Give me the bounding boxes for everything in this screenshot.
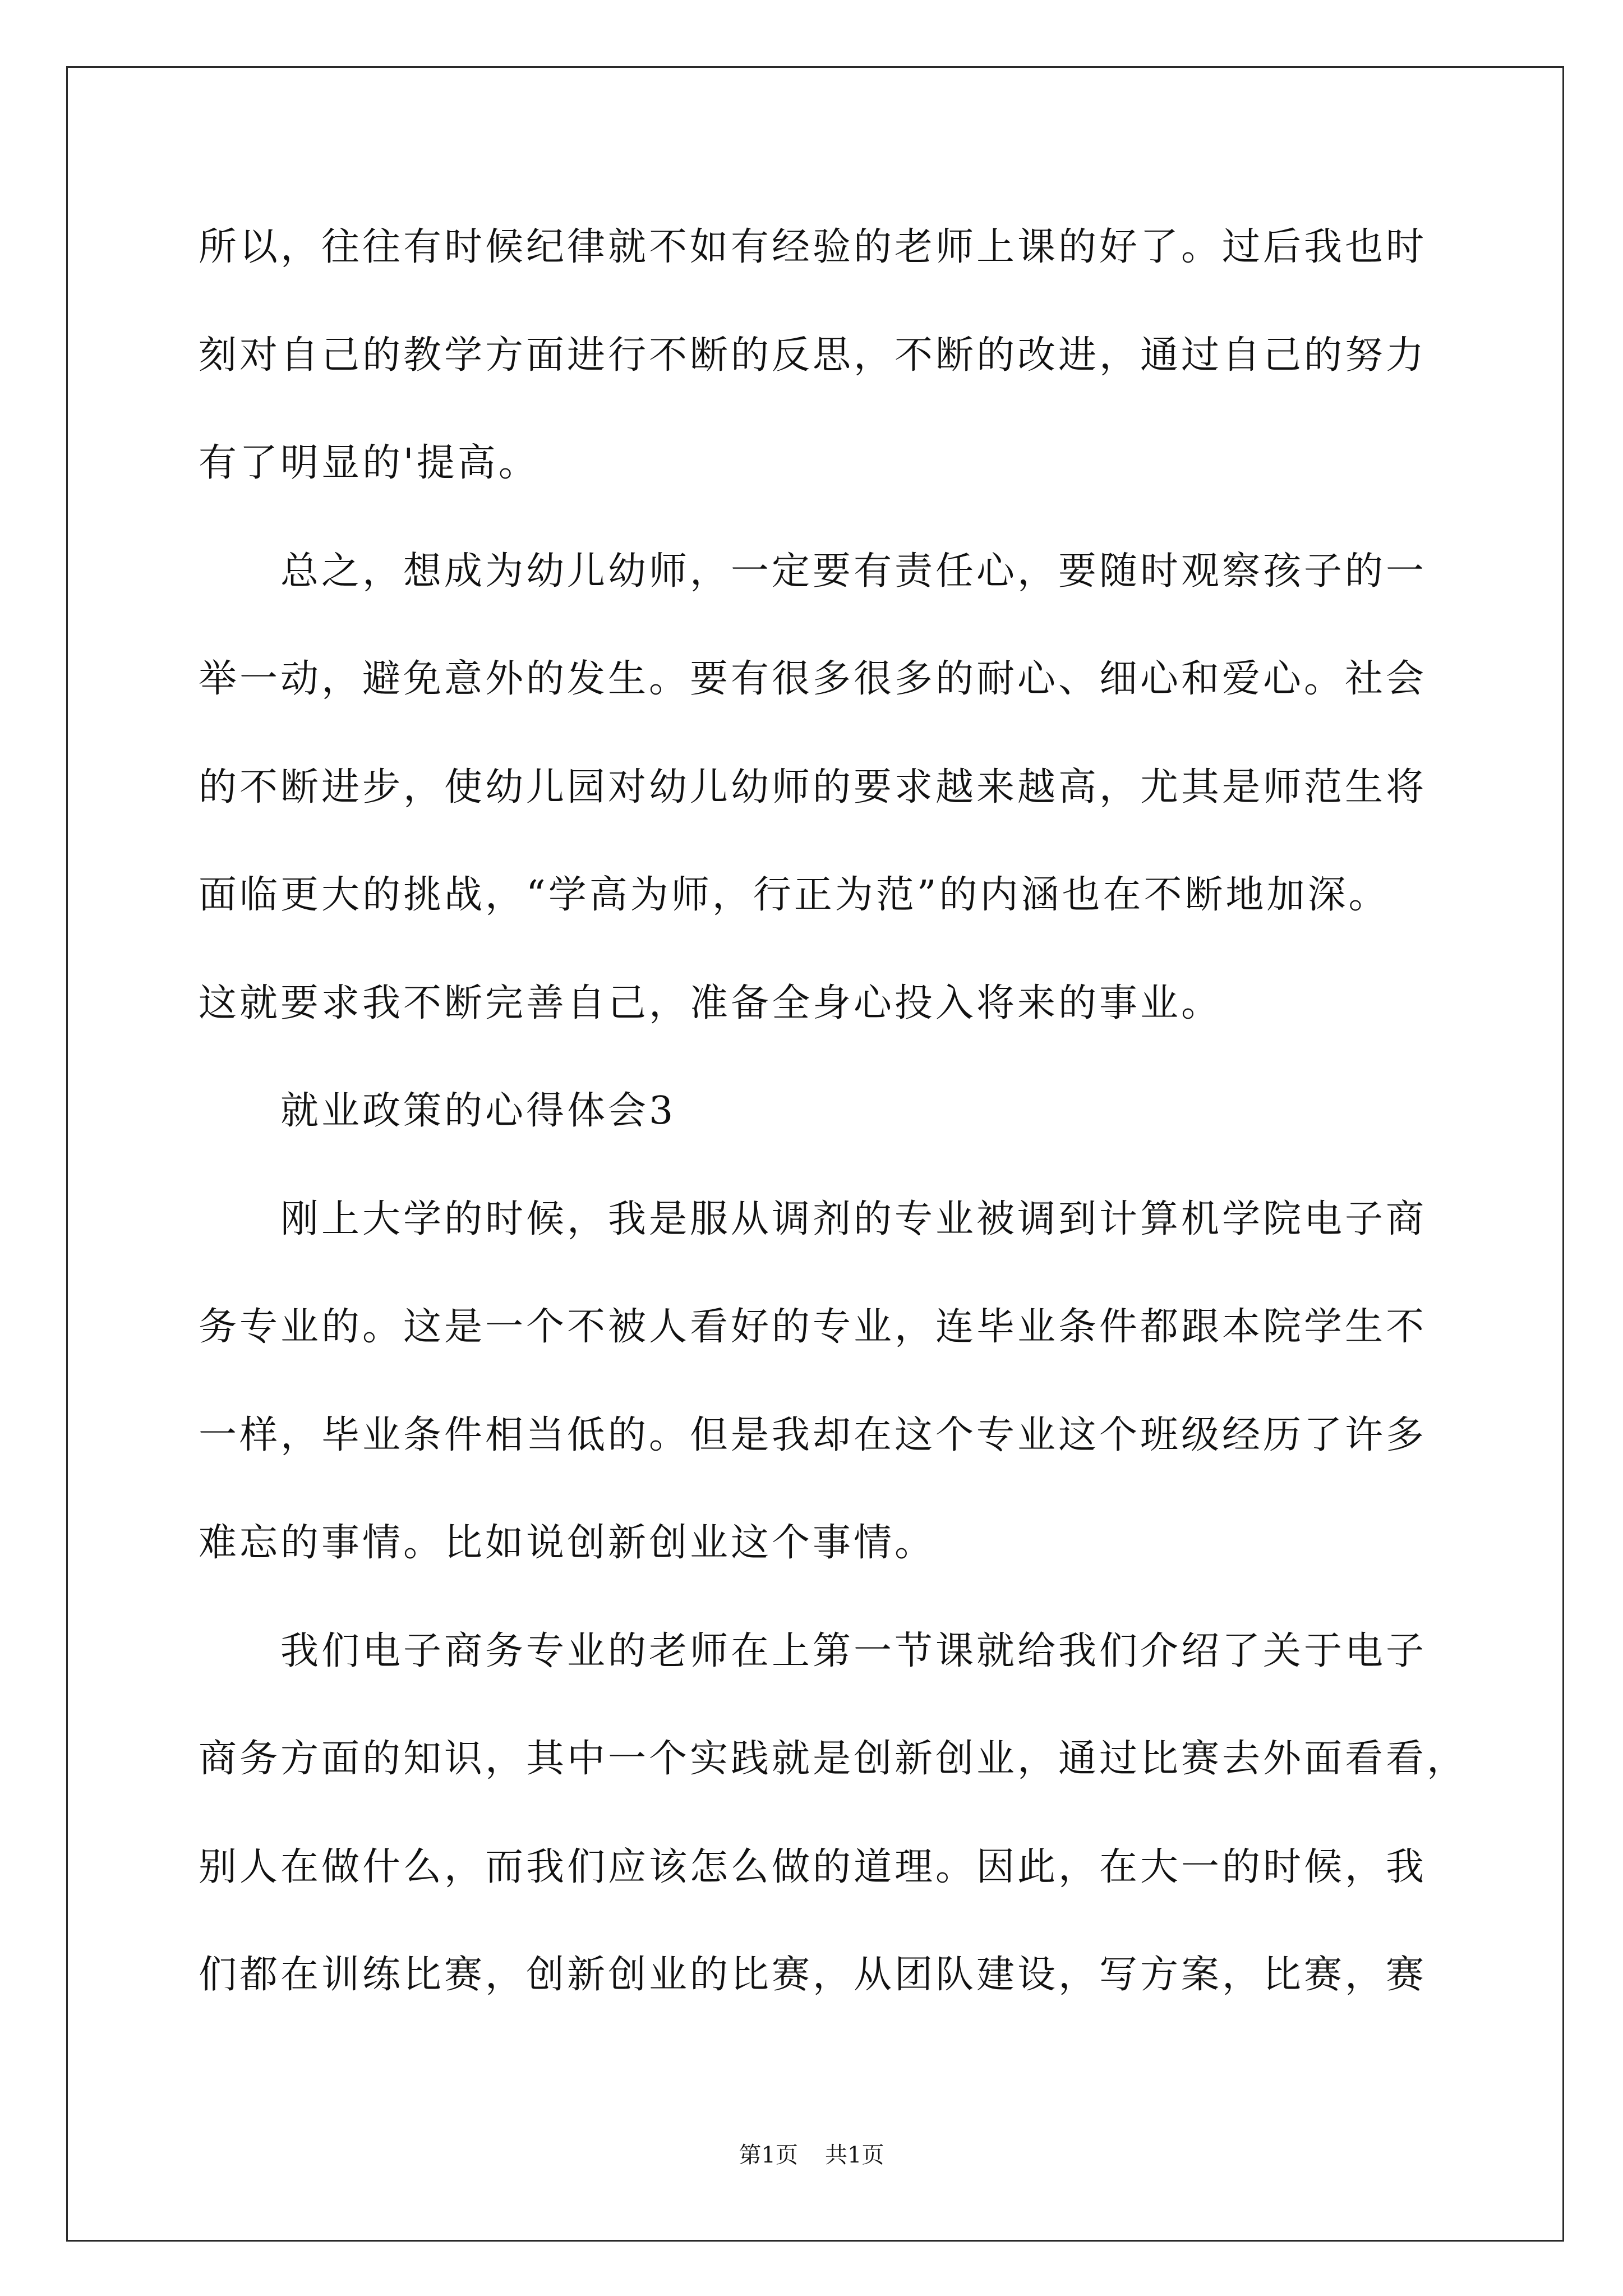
text-line: 别人在做什么，而我们应该怎么做的道理。因此，在大一的时候，我 — [199, 1844, 1427, 1889]
text-line: 难忘的事情。比如说创新创业这个事情。 — [199, 1521, 936, 1565]
paragraph-first-line: 刚上大学的时候，我是服从调剂的专业被调到计算机学院电子商 — [280, 1197, 1427, 1241]
paragraph-first-line: 我们电子商务专业的老师在上第一节课就给我们介绍了关于电子 — [280, 1628, 1427, 1673]
text-line: 这就要求我不断完善自己，准备全身心投入将来的事业。 — [199, 981, 1223, 1025]
page-footer — [0, 2140, 1623, 2170]
text-line: 们都在训练比赛，创新创业的比赛，从团队建设，写方案，比赛，赛 — [199, 1953, 1427, 1997]
text-line: 商务方面的知识，其中一个实践就是创新创业，通过比赛去外面看看， — [199, 1737, 1468, 1781]
text-line: 一样，毕业条件相当低的。但是我却在这个专业这个班级经历了许多 — [199, 1412, 1427, 1457]
paragraph-first-line: 总之，想成为幼儿幼师，一定要有责任心，要随时观察孩子的一 — [280, 549, 1427, 593]
text-line: 面临更大的挑战，“学高为师，行正为范”的内涵也在不断地加深。 — [199, 873, 1390, 917]
current-page-number: 第1页 — [739, 2142, 798, 2168]
document-body — [199, 194, 1544, 2030]
text-line: 刻对自己的教学方面进行不断的反思，不断的改进，通过自己的努力 — [199, 333, 1427, 378]
text-line: 务专业的。这是一个不被人看好的专业，连毕业条件都跟本院学生不 — [199, 1305, 1427, 1349]
text-line: 的不断进步，使幼儿园对幼儿幼师的要求越来越高，尤其是师范生将 — [199, 765, 1427, 809]
section-heading: 就业政策的心得体会3 — [280, 1089, 676, 1133]
text-line: 举一动，避免意外的发生。要有很多很多的耐心、细心和爱心。社会 — [199, 657, 1427, 701]
total-page-count: 共1页 — [825, 2142, 884, 2168]
text-line: 有了明显的'提高。 — [199, 441, 540, 485]
text-line: 所以，往往有时候纪律就不如有经验的老师上课的好了。过后我也时 — [199, 225, 1427, 269]
